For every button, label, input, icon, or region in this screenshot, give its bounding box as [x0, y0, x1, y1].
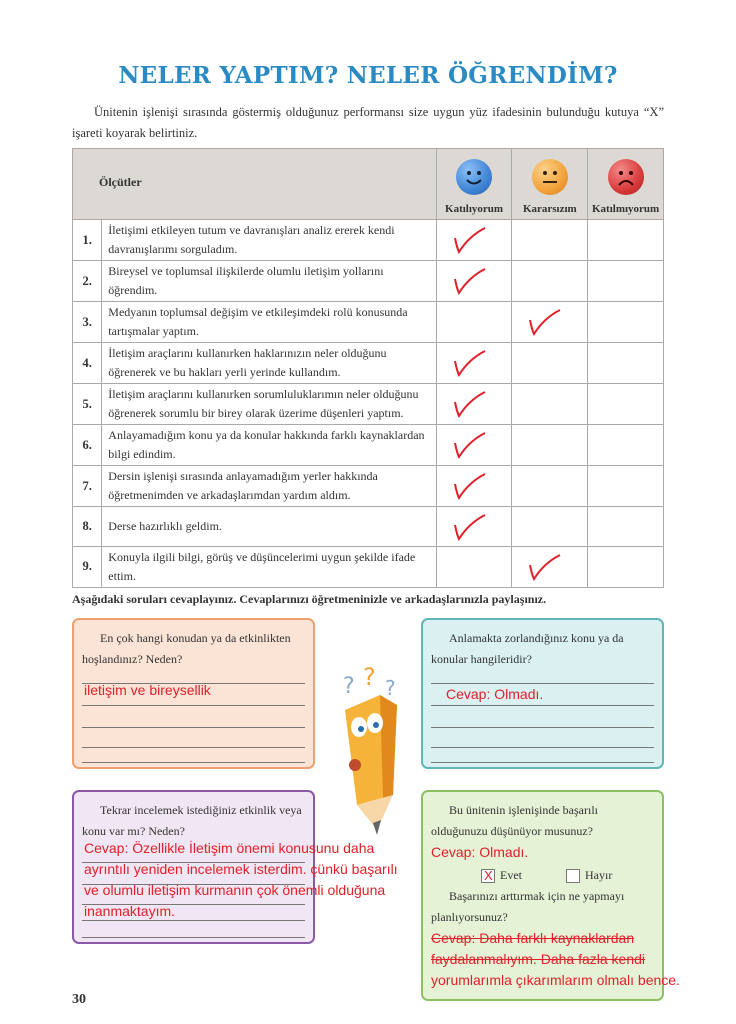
rating-cell[interactable]: [512, 546, 588, 587]
rating-cell[interactable]: [588, 425, 664, 466]
page-number: 30: [72, 992, 86, 1007]
check-mark-icon: [451, 265, 495, 297]
answer-text[interactable]: iletişim ve bireysellik: [84, 682, 211, 698]
criterion-text: Medyanın toplumsal değişim ve etkileşimdeki rolü konusunda tartışmalar yaptım.: [102, 302, 436, 343]
criterion-text: Derse hazırlıklı geldim.: [102, 507, 436, 547]
col-label: Katılmıyorum: [592, 203, 660, 215]
col-disagree: [588, 149, 664, 220]
table-row: [73, 220, 664, 261]
rating-cell[interactable]: [512, 384, 588, 425]
table-row: [73, 425, 664, 466]
no-checkbox[interactable]: [566, 869, 580, 883]
table-row: [73, 261, 664, 302]
question-text: En çok hangi konudan ya da etkinlikten hoşlandınız? Neden?: [82, 631, 291, 666]
criterion-text: Anlayamadığım konu ya da konular hakkında farklı kaynaklardan bilgi edindim.: [102, 425, 436, 466]
row-number: 3.: [73, 302, 102, 343]
col-undecided: [512, 149, 588, 220]
row-number: 1.: [73, 220, 102, 261]
table-row: [73, 507, 664, 547]
thinking-pencil-mascot: [325, 665, 415, 840]
rating-cell[interactable]: [436, 343, 512, 384]
answer-text[interactable]: Cevap: Özellikle İletişim önemi konusunu daha ayrıntılı yeniden incelemek isterdim. çünkü başarılı ve olumlu iletişim kurmanın çok önemli olduğuna inanmaktayım.: [84, 840, 398, 919]
check-mark-icon: [526, 551, 570, 583]
table-row: [73, 302, 664, 343]
table-row: [73, 384, 664, 425]
row-number: 6.: [73, 425, 102, 466]
rating-cell[interactable]: [436, 507, 512, 547]
rating-cell[interactable]: [512, 343, 588, 384]
criterion-text: İletişimi etkileyen tutum ve davranışları analiz ererek kendi davranışlarımı sorguladım.: [102, 220, 436, 261]
row-number: 5.: [73, 384, 102, 425]
col-agree: [436, 149, 512, 220]
answer-text[interactable]: Cevap: Daha farklı kaynaklardan faydalanmalıyım. Daha fazla kendi yorumlarımla çıkarımlarım olmalı bence.: [431, 930, 680, 988]
self-assessment-table: [72, 148, 664, 588]
table-row: [73, 343, 664, 384]
rating-cell[interactable]: [588, 466, 664, 507]
answer-text[interactable]: Cevap: Olmadı.: [431, 844, 529, 860]
question2-text: Başarınızı arttırmak için ne yapmayı planlıyorsunuz?: [431, 889, 625, 924]
table-row: [73, 466, 664, 507]
rating-cell[interactable]: [512, 507, 588, 547]
rating-cell[interactable]: [512, 220, 588, 261]
question-text: Bu ünitenin işlenişinde başarılı olduğunuzu düşünüyor musunuz?: [431, 803, 598, 838]
row-number: 7.: [73, 466, 102, 507]
no-label: Hayır: [585, 868, 613, 882]
questions-instruction: Aşağıdaki soruları cevaplayınız. Cevaplarınızı öğretmeninizle ve arkadaşlarınızla paylaşınız.: [72, 592, 547, 606]
svg-text:?: ?: [385, 676, 396, 700]
criteria-header: Ölçütler: [73, 149, 437, 220]
rating-cell[interactable]: [588, 507, 664, 547]
happy-face-icon: [456, 159, 492, 195]
check-mark-icon: [451, 388, 495, 420]
criterion-text: Dersin işlenişi sırasında anlayamadığım yerler hakkında öğretmenimden ve arkadaşlarımdan yardım aldım.: [102, 466, 436, 507]
neutral-face-icon: [532, 159, 568, 195]
question-text: Tekrar incelemek istediğiniz etkinlik veya konu var mı? Neden?: [82, 803, 302, 838]
check-mark-icon: [451, 511, 495, 543]
rating-cell[interactable]: [512, 466, 588, 507]
svg-text:?: ?: [363, 665, 376, 691]
rating-cell[interactable]: [436, 302, 512, 343]
table-row: [73, 546, 664, 587]
row-number: 9.: [73, 546, 102, 587]
check-mark-icon: [451, 470, 495, 502]
col-label: Kararsızım: [522, 203, 577, 215]
page-title: NELER YAPTIM? NELER ÖĞRENDİM?: [118, 62, 618, 89]
check-mark-icon: [451, 224, 495, 256]
rating-cell[interactable]: [436, 425, 512, 466]
check-mark-icon: [451, 347, 495, 379]
criterion-text: Bireysel ve toplumsal ilişkilerde olumlu iletişim yollarını öğrendim.: [102, 261, 436, 302]
criterion-text: Konuyla ilgili bilgi, görüş ve düşüncelerimi uygun şekilde ifade ettim.: [102, 546, 436, 587]
check-mark-icon: [451, 429, 495, 461]
rating-cell[interactable]: [512, 302, 588, 343]
col-label: Katılıyorum: [445, 203, 504, 215]
row-number: 8.: [73, 507, 102, 547]
rating-cell[interactable]: [436, 261, 512, 302]
rating-cell[interactable]: [512, 425, 588, 466]
rating-cell[interactable]: [512, 261, 588, 302]
check-mark-icon: [526, 306, 570, 338]
criterion-text: İletişim araçlarını kullanırken haklarınızın neler olduğunu öğrenerek ve bu hakları yerli yerinde kullandım.: [102, 343, 436, 384]
question-text: Anlamakta zorlandığınız konu ya da konular hangileridir?: [431, 631, 624, 666]
yes-no-options: [431, 865, 654, 886]
rating-cell[interactable]: [436, 384, 512, 425]
rating-cell[interactable]: [588, 220, 664, 261]
svg-text:?: ?: [343, 674, 355, 699]
criterion-text: İletişim araçlarını kullanırken sorumluluklarımın neler olduğunu öğrenerek sorumlu bir birey olarak üzerime düşenleri yaptım.: [102, 384, 436, 425]
rating-cell[interactable]: [436, 220, 512, 261]
rating-cell[interactable]: [436, 466, 512, 507]
instructions: Ünitenin işlenişi sırasında göstermiş olduğunuz performansı size uygun yüz ifadesinin bulunduğu kutuya “X” işareti koyarak belirtiniz.: [72, 105, 664, 140]
row-number: 4.: [73, 343, 102, 384]
rating-cell[interactable]: [588, 302, 664, 343]
row-number: 2.: [73, 261, 102, 302]
rating-cell[interactable]: [436, 546, 512, 587]
rating-cell[interactable]: [588, 384, 664, 425]
x-mark: X: [484, 868, 493, 884]
answer-text[interactable]: Cevap: Olmadı.: [446, 686, 544, 702]
yes-label: Evet: [500, 868, 522, 882]
rating-cell[interactable]: [588, 343, 664, 384]
question-box-success: [421, 790, 680, 1001]
yes-checkbox[interactable]: [481, 869, 495, 883]
rating-cell[interactable]: [588, 546, 664, 587]
sad-face-icon: [608, 159, 644, 195]
rating-cell[interactable]: [588, 261, 664, 302]
